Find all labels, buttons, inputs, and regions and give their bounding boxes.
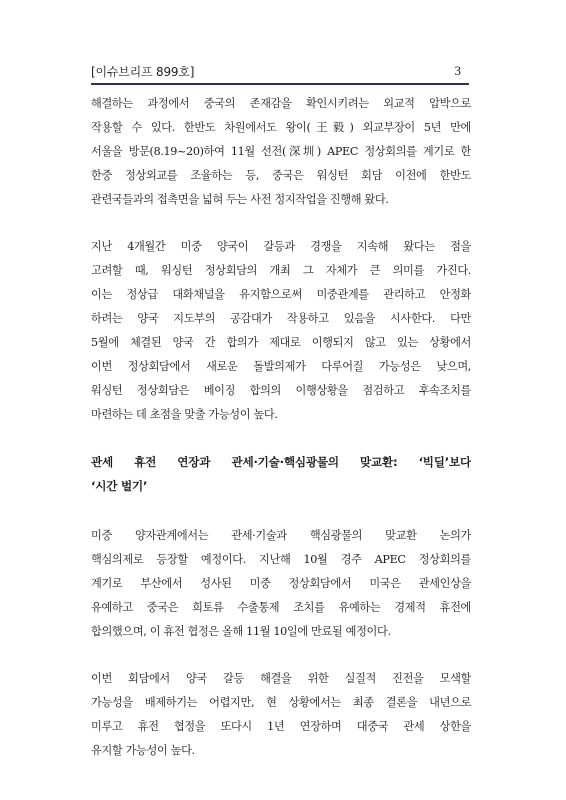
text-line: 해결하는 과정에서 중국의 존재감을 확인시키려는 외교적 압박으로 [91,97,471,110]
text-line: 서울을 방문(8.19~20)하여 11월 선전(深圳) APEC 정상회의를 계기로 한 [91,145,471,158]
header-rule [91,83,469,85]
text-line: 고려할 때, 워싱턴 정상회담의 개최 그 자체가 큰 의미를 가진다. [91,264,471,277]
text-line: 하려는 양국 지도부의 공감대가 작용하고 있음을 시사한다. 다만 [91,312,471,325]
text-line: 합의했으며, 이 휴전 협정은 올해 11월 10일에 만료될 예정이다. [91,625,391,638]
text-line: 이번 정상회담에서 새로운 돌발의제가 다루어질 가능성은 낮으며, [91,360,471,373]
text-line: 미중 양자관계에서는 관세·기술과 핵심광물의 맞교환 논의가 [91,529,471,542]
text-line: 미루고 휴전 협정을 또다시 1년 연장하며 대중국 관세 상한을 [91,720,471,733]
paragraph-4 [91,667,471,763]
paragraph-1 [91,92,471,212]
paragraph-3 [91,524,471,644]
text-line: 가능성을 배제하기는 어렵지만, 현 상황에서는 최종 결론을 내년으로 [91,696,471,709]
text-line: 계기로 부산에서 성사된 미중 정상회담에서 미국은 관세인상을 [91,577,471,590]
page-header [91,61,469,85]
text-line: 한중 정상외교를 조율하는 등, 중국은 워싱턴 회담 이전에 한반도 [91,169,471,182]
text-line: 관련국들과의 접촉면을 넓혀 두는 사전 정지작업을 진행해 왔다. [91,193,389,206]
text-line: 5월에 체결된 양국 간 합의가 제대로 이행되지 않고 있는 상황에서 [91,336,471,349]
text-line: 작용할 수 있다. 한반도 차원에서도 왕이(王毅) 외교부장이 5년 만에 [91,121,471,134]
text-line: 지난 4개월간 미중 양국이 갈등과 경쟁을 지속해 왔다는 점을 [91,240,471,253]
text-line: 핵심의제로 등장할 예정이다. 지난해 10월 경주 APEC 정상회의를 [91,553,471,566]
text-line: 유예하고 중국은 희토류 수출통제 조치를 유예하는 경제적 휴전에 [91,601,471,614]
text-line: 마련하는 데 초점을 맞출 가능성이 높다. [91,408,278,421]
text-line: 이번 회담에서 양국 갈등 해결을 위한 실질적 진전을 모색할 [91,672,471,685]
heading-line: 관세 휴전 연장과 관세·기술·핵심광물의 맞교환: ‘빅딜’보다 [91,455,471,469]
page-number: 3 [454,63,461,78]
text-line: 이는 정상급 대화채널을 유지함으로써 미중관계를 관리하고 안정화 [91,288,471,301]
section-heading [91,450,471,498]
heading-line: ‘시간 벌기’ [91,479,148,493]
text-line: 워싱턴 정상회담은 베이징 합의의 이행상황을 점검하고 후속조치를 [91,384,471,397]
document-body [91,92,471,786]
issue-brief-title: [이슈브리프 899호] [91,65,195,79]
text-line: 유지할 가능성이 높다. [91,744,195,757]
paragraph-2 [91,235,471,427]
